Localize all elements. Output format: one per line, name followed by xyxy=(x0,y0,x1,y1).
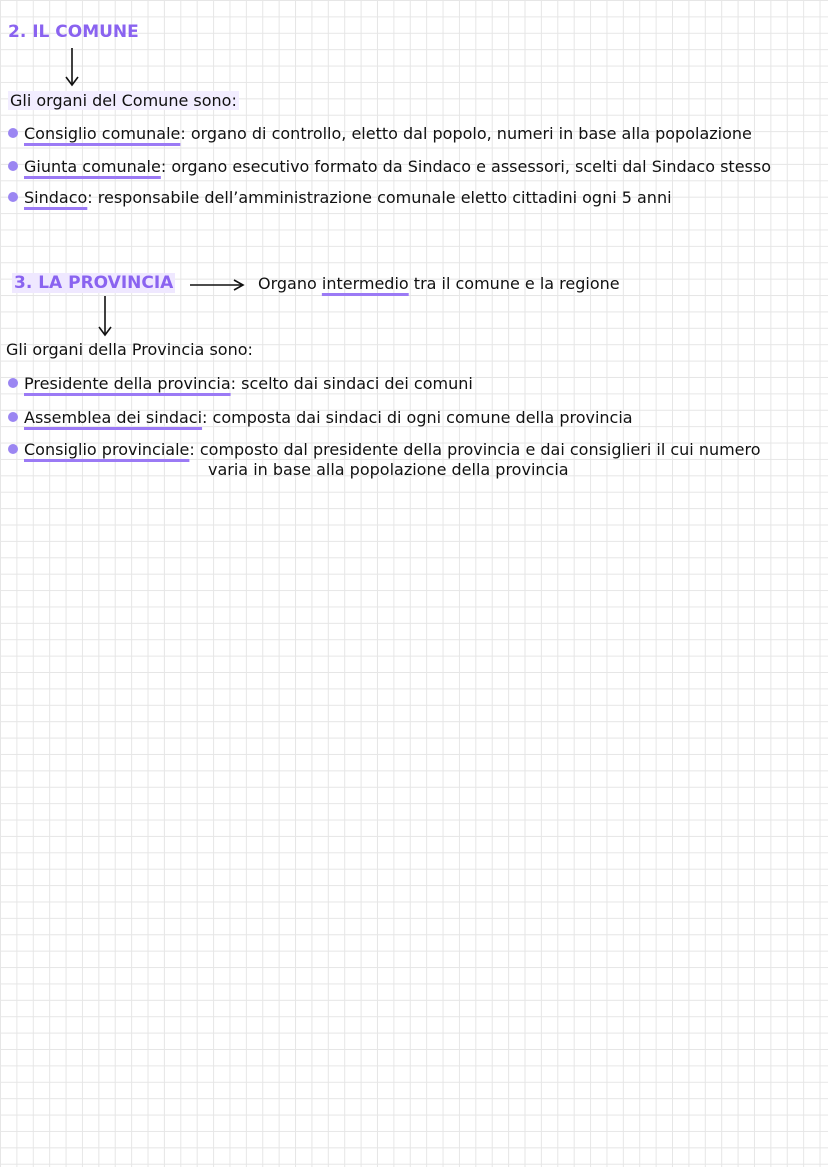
intro-comune: Gli organi del Comune sono: xyxy=(10,91,237,110)
list-item: Consiglio comunale: organo di controllo, eletto dal popolo, numeri in base alla popolazione xyxy=(8,124,752,143)
section-title-provincia: 3. LA PROVINCIA xyxy=(14,273,174,293)
list-item: Sindaco: responsabile dell’amministrazione comunale eletto cittadini ogni 5 anni xyxy=(8,188,672,207)
intro-provincia: Gli organi della Provincia sono: xyxy=(6,340,253,359)
bullet-icon xyxy=(8,412,18,422)
down-arrow-icon xyxy=(97,296,113,338)
bullet-icon xyxy=(8,378,18,388)
definition-provincia: Organo intermedio tra il comune e la regione xyxy=(258,274,620,293)
list-item-continuation: varia in base alla popolazione della provincia xyxy=(208,460,569,479)
section-title-comune: 2. IL COMUNE xyxy=(8,22,139,42)
bullet-icon xyxy=(8,192,18,202)
list-item: Presidente della provincia: scelto dai sindaci dei comuni xyxy=(8,374,473,393)
bullet-icon xyxy=(8,161,18,171)
right-arrow-icon xyxy=(190,278,246,292)
down-arrow-icon xyxy=(64,48,80,90)
list-item: Consiglio provinciale: composto dal presidente della provincia e dai consiglieri il cui numero xyxy=(8,440,761,459)
bullet-icon xyxy=(8,128,18,138)
bullet-icon xyxy=(8,444,18,454)
list-item: Giunta comunale: organo esecutivo formato da Sindaco e assessori, scelti dal Sindaco stesso xyxy=(8,157,771,176)
list-item: Assemblea dei sindaci: composta dai sindaci di ogni comune della provincia xyxy=(8,408,633,427)
